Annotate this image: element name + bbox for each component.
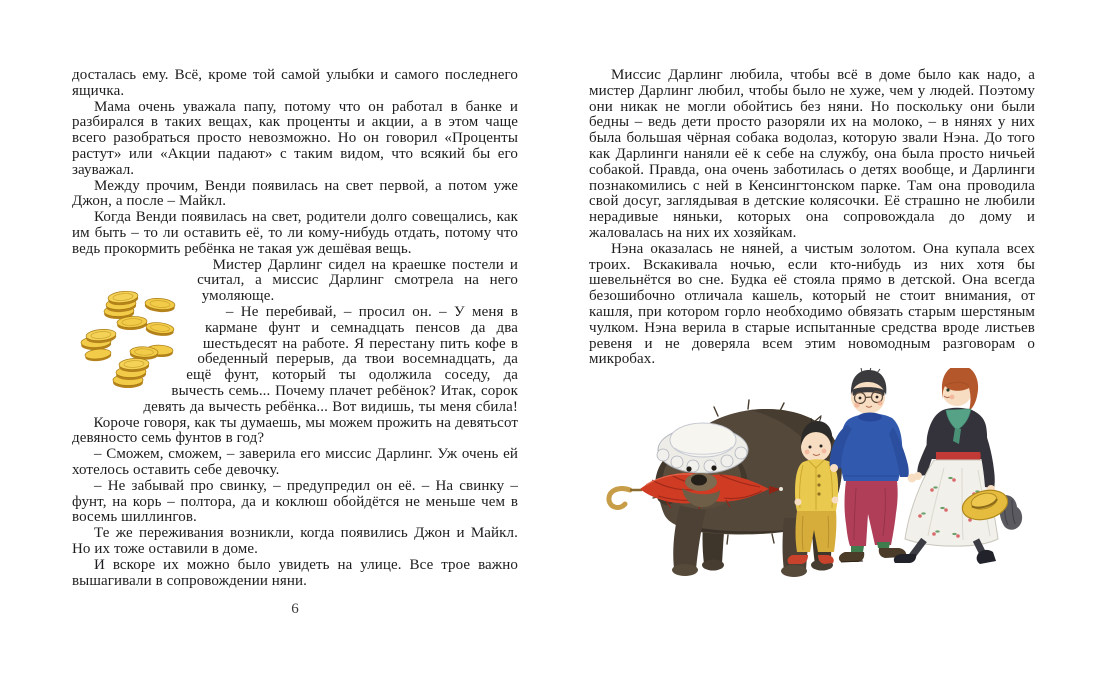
nana-walk-illustration bbox=[600, 368, 1025, 580]
paragraph: – Сможем, сможем, – заверила его миссис Дарлинг. Уж очень ей хотелось оставить себе девочку. bbox=[72, 446, 518, 478]
right-page-text bbox=[589, 68, 1035, 368]
page-number: 6 bbox=[291, 601, 299, 617]
paragraph: Мама очень уважала папу, потому что он работал в банке и разбирался в таких вещах, как проценты и акции, а в этом чаще всего разобраться просто невозможно. Но он говорил «Проценты растут» или «Акции падают» с таким видом, что всякий бы его зауважал. bbox=[72, 98, 518, 178]
john bbox=[830, 368, 909, 562]
paragraph: И вскоре их можно было увидеть на улице. Все трое важно вышагивали в сопровождении няни. bbox=[72, 556, 518, 589]
coin bbox=[144, 297, 175, 313]
paragraph: Нэна оказалась не няней, а чистым золотом. Она купала всех троих. Вскакивала ночью, если кто-нибудь из них хотя бы шевельнётся во сне. Будка её стояла прямо в детской. Она всегда безошибочно отличала кашель, который не стоит внимания, от кашля, при котором горло необходимо обвязать старым шерстяным чулком. Нэна верила в старые испытанные средства вроде листьев ревеня и не доверяла всем этим новомодным разговорам о микробах. bbox=[589, 240, 1035, 368]
paragraph: Когда Венди появилась на свет, родители долго совещались, как им быть – то ли оставить её, то ли кому-нибудь отдать, потому что ведь прокормить ребёнка не такая уж дешёвая вещь. bbox=[72, 209, 518, 257]
paragraph: – Не перебивай, – просил он. – У меня в кармане фунт и семнадцать пенсов да два шестьдесят на работе. Я перестану пить кофе в обеденный перерыв, да твои восемнадцать, да ещё фунт, который ты одолжила соседу, да вычесть семь... Почему плачет ребёнок? Итак, сорок девять да вычесть ребёнка... Вот видишь, ты меня сбила! Короче говоря, как ты думаешь, мы можем прожить на девятьсот девяносто семь фунтов в год? bbox=[72, 303, 518, 447]
nana-walk-svg bbox=[600, 368, 1025, 580]
paragraph: – Не забывай про свинку, – предупредил он её. – На свинку – фунт, на корь – полтора, да и коклюш обойдётся не меньше чем в восемь шиллингов. bbox=[72, 477, 518, 526]
coin-stack-bottom bbox=[113, 357, 149, 387]
coin-stack-top bbox=[104, 290, 139, 320]
wendy bbox=[894, 368, 1022, 564]
paragraph: Мистер Дарлинг сидел на краешке постели и считал, а миссис Дарлинг смотрела на него умоляюще. bbox=[197, 256, 518, 305]
left-page-text bbox=[72, 68, 518, 589]
coin-pair bbox=[81, 328, 117, 351]
coin bbox=[145, 321, 174, 337]
coin bbox=[85, 347, 112, 361]
paragraph: досталась ему. Всё, кроме той самой улыбки и самого последнего ящичка. bbox=[72, 67, 518, 99]
paragraph: Миссис Дарлинг любила, чтобы всё в доме было как надо, а мистер Дарлинг любил, чтобы было не хуже, чем у людей. Поэтому они никак не могли обойтись без няни. Но поскольку они были бедны – ведь дети просто разоряли их на молоко, – в нянях у них была большая чёрная собака водолаз, которую звали Нэна. До того как Дарлинги наняли её к себе на службу, она была просто ничьей собакой. Правда, она очень заботилась о детях вообще, и Дарлинги познакомились с ней в Кенсингтонском парке. Там она проводила свой досуг, заглядывая в детские колясочки. Её страшно не любили нерадивые няньки, которых она сопровождала до дому и жаловалась на них их хозяйкам. bbox=[589, 67, 1035, 241]
paragraph: Те же переживания возникли, когда появились Джон и Майкл. Но их тоже оставили в доме. bbox=[72, 525, 518, 557]
paragraph: Между прочим, Венди появилась на свет первой, а потом уже Джон, а после – Майкл. bbox=[72, 177, 518, 210]
coin bbox=[130, 346, 158, 360]
